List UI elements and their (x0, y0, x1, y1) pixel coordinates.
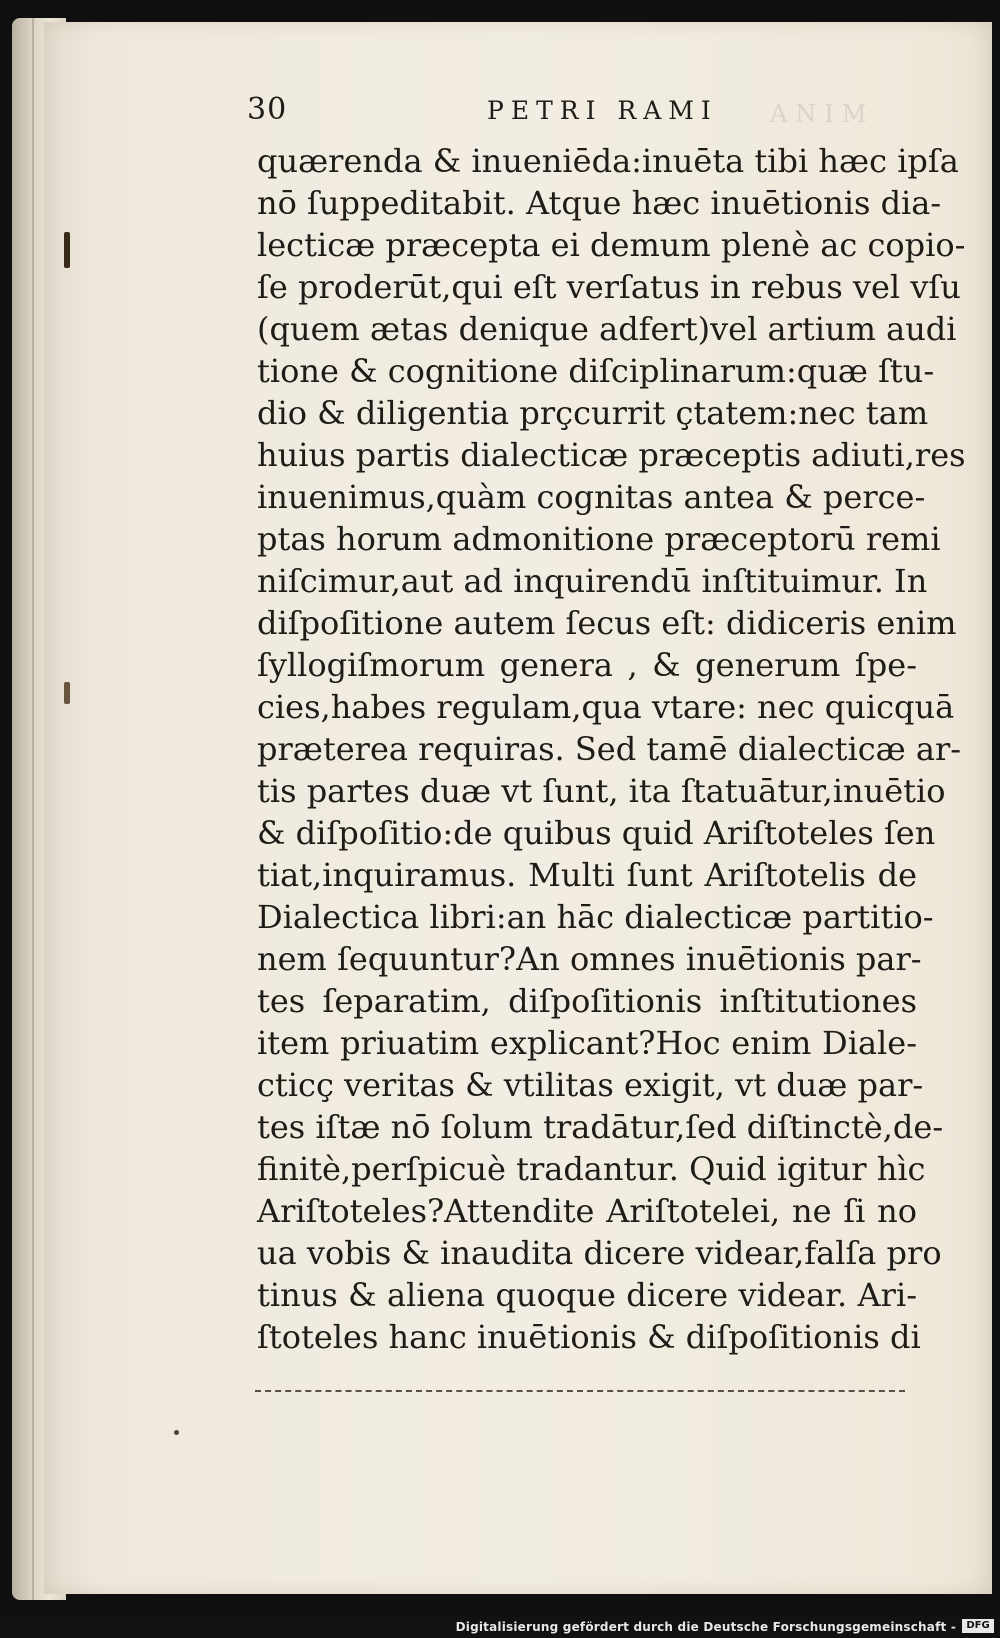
text-line: finitè,perſpicuè tradantur. Quid igitur hìc (257, 1150, 926, 1188)
text-line: quærenda & inueniēda:inuēta tibi hæc ipſa (257, 142, 959, 180)
text-line: tione & cognitione diſciplinarum:quæ ſtu- (257, 352, 935, 390)
show-through-text: ANIM (770, 100, 875, 128)
binding-mark-lower (64, 682, 70, 704)
text-line: (quem ætas denique adfert)vel artium audi (257, 310, 957, 348)
text-line: item priuatim explicant?Hoc enim Diale- (257, 1024, 917, 1062)
ink-speck (174, 1430, 179, 1435)
text-line: cticç veritas & vtilitas exigit, vt duæ par- (257, 1066, 924, 1104)
text-line: & diſpoſitio:de quibus quid Ariſtoteles ſen (257, 814, 936, 852)
text-line: Ariſtoteles?Attendite Ariſtotelei, ne ſi no (257, 1192, 917, 1230)
text-line: huius partis dialecticæ præceptis adiuti,res (257, 436, 966, 474)
text-line: diſpoſitione autem ſecus eſt: didiceris enim (257, 604, 957, 642)
text-line: ua vobis & inaudita dicere videar,falſa pro (257, 1234, 942, 1272)
text-line: tes ſeparatim, diſpoſitionis inſtitutiones (257, 982, 917, 1020)
text-line: cies,habes regulam,qua vtare: nec quicquā (257, 688, 955, 726)
text-line: lecticæ præcepta ei demum plenè ac copio- (257, 226, 966, 264)
text-line: nem ſequuntur?An omnes inuētionis par- (257, 940, 922, 978)
text-line: tis partes duæ vt ſunt, ita ſtatuātur,inuētio (257, 772, 946, 810)
text-line: niſcimur,aut ad inquirendū inſtituimur. In (257, 562, 928, 600)
text-line: tiat,inquiramus. Multi ſunt Ariſtotelis de (257, 856, 917, 894)
text-line: tinus & aliena quoque dicere videar. Ari- (257, 1276, 917, 1314)
text-line: nō ſuppeditabit. Atque hæc inuētionis dia- (257, 184, 942, 222)
body-text (257, 140, 966, 1358)
text-line: dio & diligentia prçcurrit çtatem:nec tam (257, 394, 929, 432)
text-line: ptas horum admonitione præceptorū remi (257, 520, 941, 558)
text-line: ſe proderūt,qui eſt verſatus in rebus vel vſu (257, 268, 961, 306)
binding-mark (64, 232, 70, 268)
funding-credit: Digitalisierung gefördert durch die Deutsche Forschungsgemeinschaft - (455, 1620, 956, 1634)
underline-rule (255, 1390, 905, 1392)
page-number: 30 (247, 92, 288, 127)
page-header (247, 92, 747, 132)
running-head: PETRI RAMI (487, 96, 718, 125)
text-line: tes iſtæ nō ſolum tradātur,ſed diſtinctè,de- (257, 1108, 944, 1146)
text-line: inuenimus,quàm cognitas antea & perce- (257, 478, 926, 516)
dfg-logo: DFG (962, 1619, 994, 1633)
text-line: ſtoteles hanc inuētionis & diſpoſitionis di (257, 1318, 921, 1356)
text-line: ſyllogiſmorum genera , & generum ſpe- (257, 646, 917, 684)
text-line: Dialectica libri:an hāc dialecticæ partitio- (257, 898, 934, 936)
text-line: præterea requiras. Sed tamē dialecticæ ar- (257, 730, 962, 768)
footer-bar (0, 1614, 1000, 1638)
